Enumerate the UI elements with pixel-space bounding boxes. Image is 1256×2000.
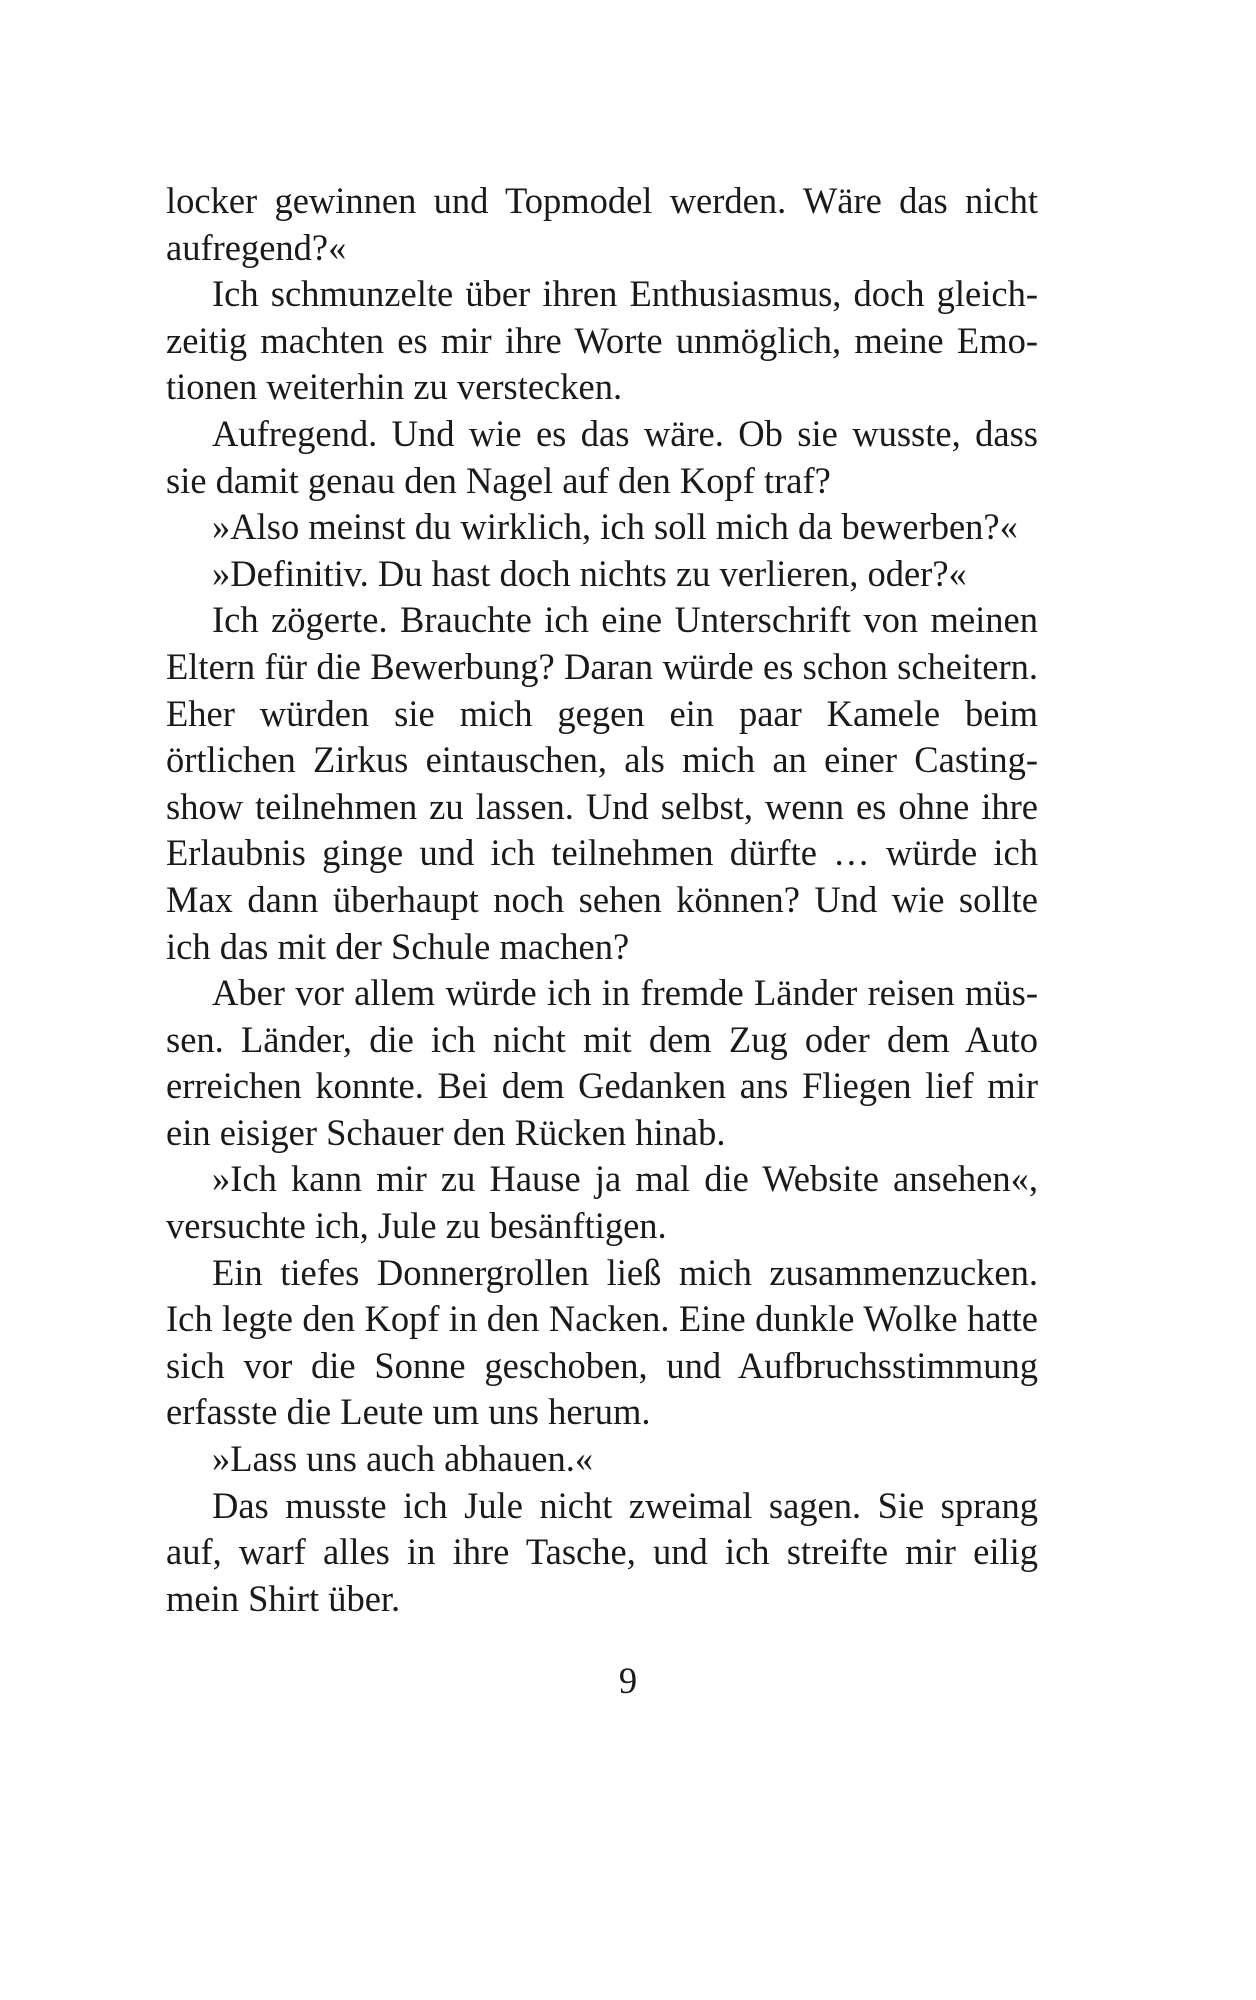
page-number: 9 [618,1660,638,1701]
paragraph-8: »Ich kann mir zu Hause ja mal die Website ansehen«, versuchte ich, Jule zu besänftigen. [166,1158,1038,1247]
paragraph-4: »Also meinst du wirklich, ich soll mich da bewerben?« [212,506,1018,548]
paragraph-10: »Lass uns auch abhauen.« [212,1438,594,1480]
paragraph-2: Ich schmunzelte über ihren Enthusiasmus, doch gleichzeitig machten es mir ihre Worte unmöglich, meine Emotionen weiterhin zu verstecken. [166,273,1038,408]
paragraph-11: Das musste ich Jule nicht zweimal sagen. Sie sprang auf, warf alles in ihre Tasche, und ich streifte mir eilig mein Shirt über. [166,1484,1038,1619]
paragraph-1: locker gewinnen und Topmodel werden. Wäre das nicht aufregend?« [166,180,1038,268]
body-text [166,178,1038,1622]
paragraph-5: »Definitiv. Du hast doch nichts zu verlieren, oder?« [212,552,967,594]
paragraph-6: Ich zögerte. Brauchte ich eine Unterschrift von meinen Eltern für die Bewerbung? Daran würde es schon scheitern. Eher würden sie mich gegen ein paar Kamele beim örtlichen Zirkus eintauschen, als mich an einer Castingshow teilnehmen zu lassen. Und selbst, wenn es ohne ihre Erlaubnis ginge und ich teilnehmen dürfte … würde ich Max dann überhaupt noch sehen können? Und wie sollte ich das mit der Schule machen? [166,599,1038,967]
paragraph-3: Aufregend. Und wie es das wäre. Ob sie wusste, dass sie damit genau den Nagel auf den Kopf traf? [166,412,1038,501]
paragraph-7: Aber vor allem würde ich in fremde Länder reisen müssen. Länder, die ich nicht mit dem Zug oder dem Auto erreichen konnte. Bei dem Gedanken ans Fliegen lief mir ein eisiger Schauer den Rücken hinab. [166,972,1038,1153]
paragraph-9: Ein tiefes Donnergrollen ließ mich zusammenzucken. Ich legte den Kopf in den Nacken. Eine dunkle Wolke hatte sich vor die Sonne geschoben, und Aufbruchsstimmung erfasste die Leute um uns herum. [166,1251,1038,1433]
